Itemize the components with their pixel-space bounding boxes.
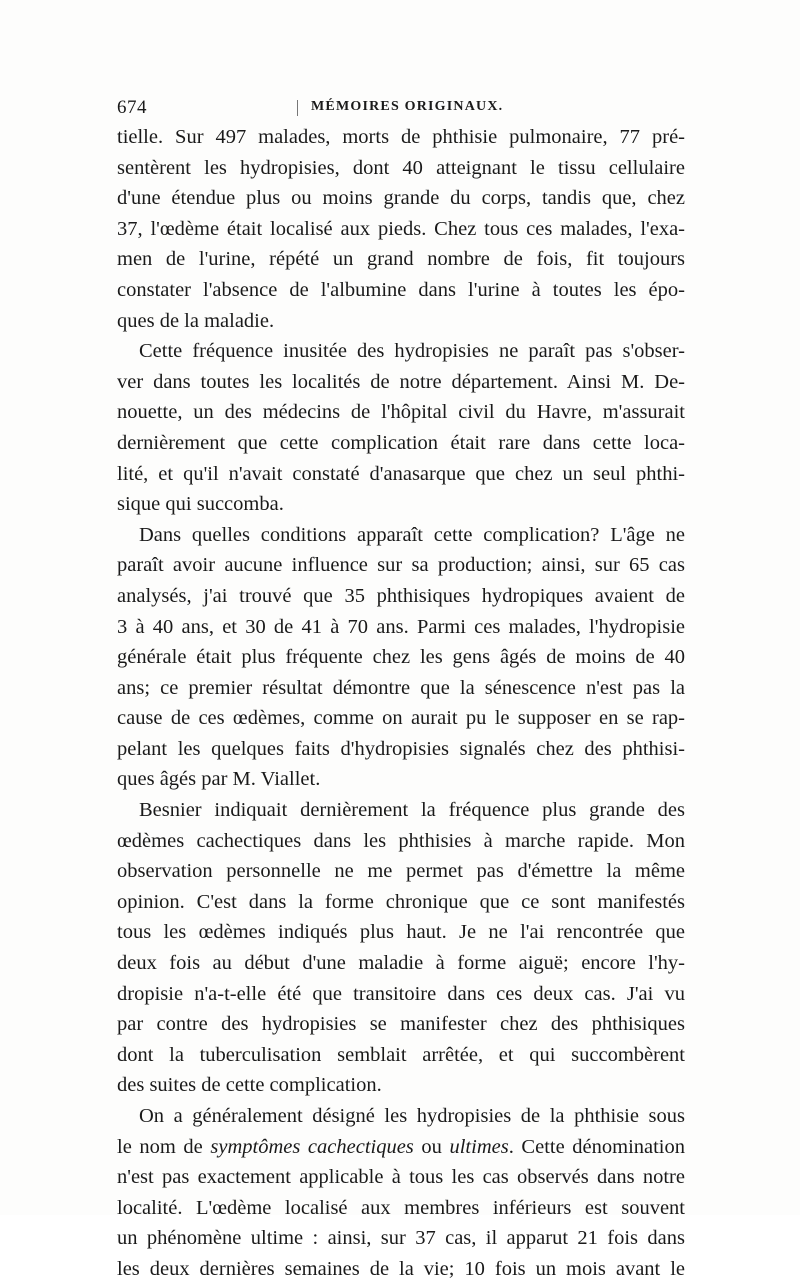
paragraph [117,795,685,1101]
text-line: ques de la maladie. [117,309,275,332]
text-line: Dans quelles conditions apparaît cette complication? L'âge ne [139,523,685,546]
text-line: deux fois au début d'une maladie à forme aiguë; encore l'hy- [117,952,685,975]
text-line: On a généralement désigné les hydropisies de la phthisie sous [139,1105,685,1127]
text-line: men de l'urine, répété un grand nombre de fois, fit toujours [117,248,685,271]
text-run: le nom de [117,1135,211,1158]
paragraph [117,520,685,795]
text-line: analysés, j'ai trouvé que 35 phthisiques hydropiques avaient de [117,584,685,607]
paragraph [117,336,685,520]
text-line: ques âgés par M. Viallet. [117,768,321,791]
page-number: 674 [117,97,147,118]
text-line: sentèrent les hydropisies, dont 40 atteignant le tissu cellulaire [117,156,685,179]
text-line: dropisie n'a-t-elle été que transitoire dans ces deux cas. J'ai vu [117,982,685,1005]
text-line: générale était plus fréquente chez les gens âgés de moins de 40 [117,646,685,669]
text-line: sique qui succomba. [117,493,284,516]
text-line: opinion. C'est dans la forme chronique que ce sont manifestés [117,890,685,913]
text-line: dont la tuberculisation semblait arrêtée, et qui succombèrent [117,1043,685,1066]
body-text [117,122,685,1285]
text-line: dernièrement que cette complication était rare dans cette loca- [117,431,685,454]
text-line-with-italics [117,1132,685,1163]
text-line: cause de ces œdèmes, comme on aurait pu le supposer en se rap- [117,707,685,730]
text-line: constater l'absence de l'albumine dans l'urine à toutes les épo- [117,278,685,301]
header-divider [297,100,298,116]
text-line: Cette fréquence inusitée des hydropisies ne paraît pas s'obser- [139,340,685,363]
text-run: . Cette dénomination [508,1135,686,1158]
text-line: lité, et qu'il n'avait constaté d'anasarque que chez un seul phthi- [117,462,685,485]
text-line: œdèmes cachectiques dans les phthisies à marche rapide. Mon [117,829,685,852]
text-run: ou [413,1135,450,1158]
text-line: par contre des hydropisies se manifester chez des phthisiques [117,1013,685,1036]
text-line: d'une étendue plus ou moins grande du corps, tandis que, chez [117,187,685,210]
italic-term: ultimes [449,1135,509,1158]
text-line: n'est pas exactement applicable à tous les cas observés dans notre [117,1166,685,1189]
running-head [117,97,685,119]
text-line: localité. L'œdème localisé aux membres inférieurs est souvent [117,1196,685,1219]
paragraph [117,1101,685,1285]
text-line: les deux dernières semaines de la vie; 10 fois un mois avant le [117,1257,685,1280]
running-title: MÉMOIRES ORIGINAUX. [311,99,504,114]
text-line: un phénomène ultime : ainsi, sur 37 cas, il apparut 21 fois dans [117,1227,685,1250]
text-line: 37, l'œdème était localisé aux pieds. Chez tous ces malades, l'exa- [117,217,685,240]
text-line: paraît avoir aucune influence sur sa production; ainsi, sur 65 cas [117,554,685,577]
text-line: tous les œdèmes indiqués plus haut. Je ne l'ai rencontrée que [117,921,685,944]
text-line: tielle. Sur 497 malades, morts de phthisie pulmonaire, 77 pré- [117,126,685,148]
italic-term: symptômes cachectiques [210,1135,414,1158]
text-line: des suites de cette complication. [117,1074,382,1097]
text-line: pelant les quelques faits d'hydropisies signalés chez des phthisi- [117,737,685,760]
text-line: ver dans toutes les localités de notre département. Ainsi M. De- [117,370,685,393]
text-line: nouette, un des médecins de l'hôpital civil du Havre, m'assurait [117,401,685,424]
text-line: Besnier indiquait dernièrement la fréquence plus grande des [139,799,685,822]
text-line: observation personnelle ne me permet pas d'émettre la même [117,860,685,883]
paragraph [117,122,685,336]
text-line: ans; ce premier résultat démontre que la sénescence n'est pas la [117,676,685,699]
text-line: 3 à 40 ans, et 30 de 41 à 70 ans. Parmi ces malades, l'hydropisie [117,615,685,638]
